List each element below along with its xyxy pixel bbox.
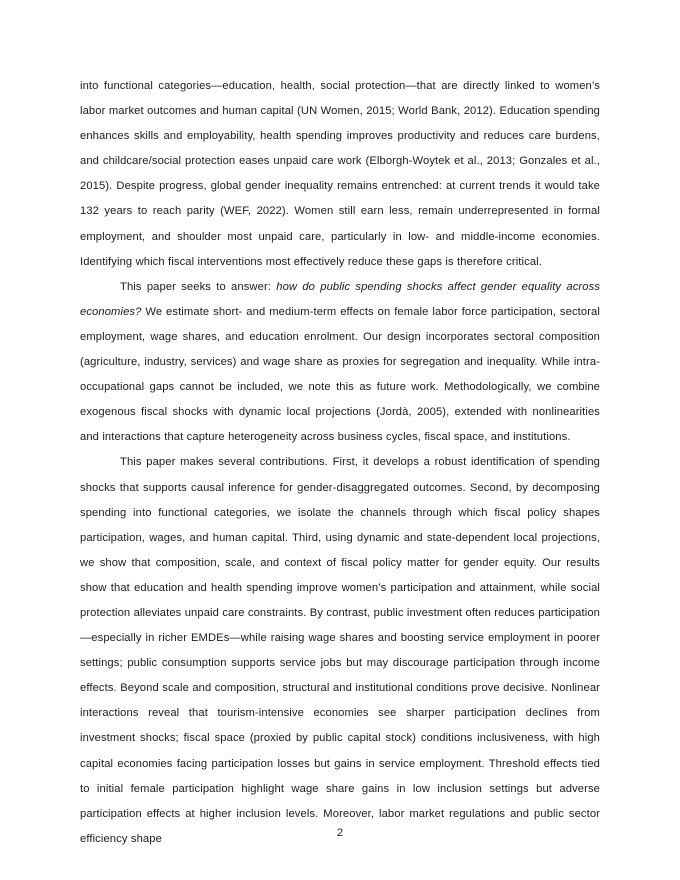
- body-text-column: [80, 74, 600, 852]
- page-number: 2: [336, 827, 344, 839]
- paragraph-research-question: [80, 275, 600, 451]
- paragraph-text-lead: This paper seeks to answer:: [120, 280, 277, 293]
- paragraph-text-tail: We estimate short- and medium-term effects on female labor force participation, sectoral employment, wage shares, and education enrolment. Our design incorporates sectoral composition (agriculture, industry, services) and wage share as proxies for segregation and inequality. While intra-occupational gaps cannot be included, we note this as future work. Methodologically, we combine exogenous fiscal shocks with dynamic local projections (Jordà, 2005), extended with nonlinearities and interactions that capture heterogeneity across business cycles, fiscal space, and institutions.: [80, 305, 600, 444]
- research-question-italic: how do public spending shocks affect gender equality across economies?: [80, 280, 600, 318]
- paragraph-continuation: [80, 74, 600, 275]
- paragraph-text: into functional categories—education, health, social protection—that are directly linked to women’s labor market outcomes and human capital (UN Women, 2015; World Bank, 2012). Education spending enhances skills and employability, health spending improves productivity and reduces care burdens, and childcare/social protection eases unpaid care work (Elborgh-Woytek et al., 2013; Gonzales et al., 2015). Despite progress, global gender inequality remains entrenched: at current trends it would take 132 years to reach parity (WEF, 2022). Women still earn less, remain underrepresented in formal employment, and shoulder most unpaid care, particularly in low- and middle-income economies. Identifying which fiscal interventions most effectively reduce these gaps is therefore critical.: [80, 80, 600, 268]
- paragraph-contributions: [80, 450, 600, 852]
- paragraph-text: This paper makes several contributions. First, it develops a robust identification of spending shocks that supports causal inference for gender-disaggregated outcomes. Second, by decomposing spending into functional categories, we isolate the channels through which fiscal policy shapes participation, wages, and human capital. Third, using dynamic and state-dependent local projections, we show that composition, scale, and context of fiscal policy matter for gender equity. Our results show that education and health spending improve women’s participation and attainment, while social protection alleviates unpaid care constraints. By contrast, public investment often reduces participation—especially in richer EMDEs—while raising wage shares and boosting service employment in poorer settings; public consumption supports service jobs but may discourage participation through income effects. Beyond scale and composition, structural and institutional conditions prove decisive. Nonlinear interactions reveal that tourism-intensive economies see sharper participation declines from investment shocks; fiscal space (proxied by public capital stock) conditions inclusiveness, with high capital economies facing participation losses but gains in service employment. Threshold effects tied to initial female participation highlight wage share gains in low inclusion settings but adverse participation effects at higher inclusion levels. Moreover, labor market regulations and public sector efficiency shape: [80, 456, 600, 845]
